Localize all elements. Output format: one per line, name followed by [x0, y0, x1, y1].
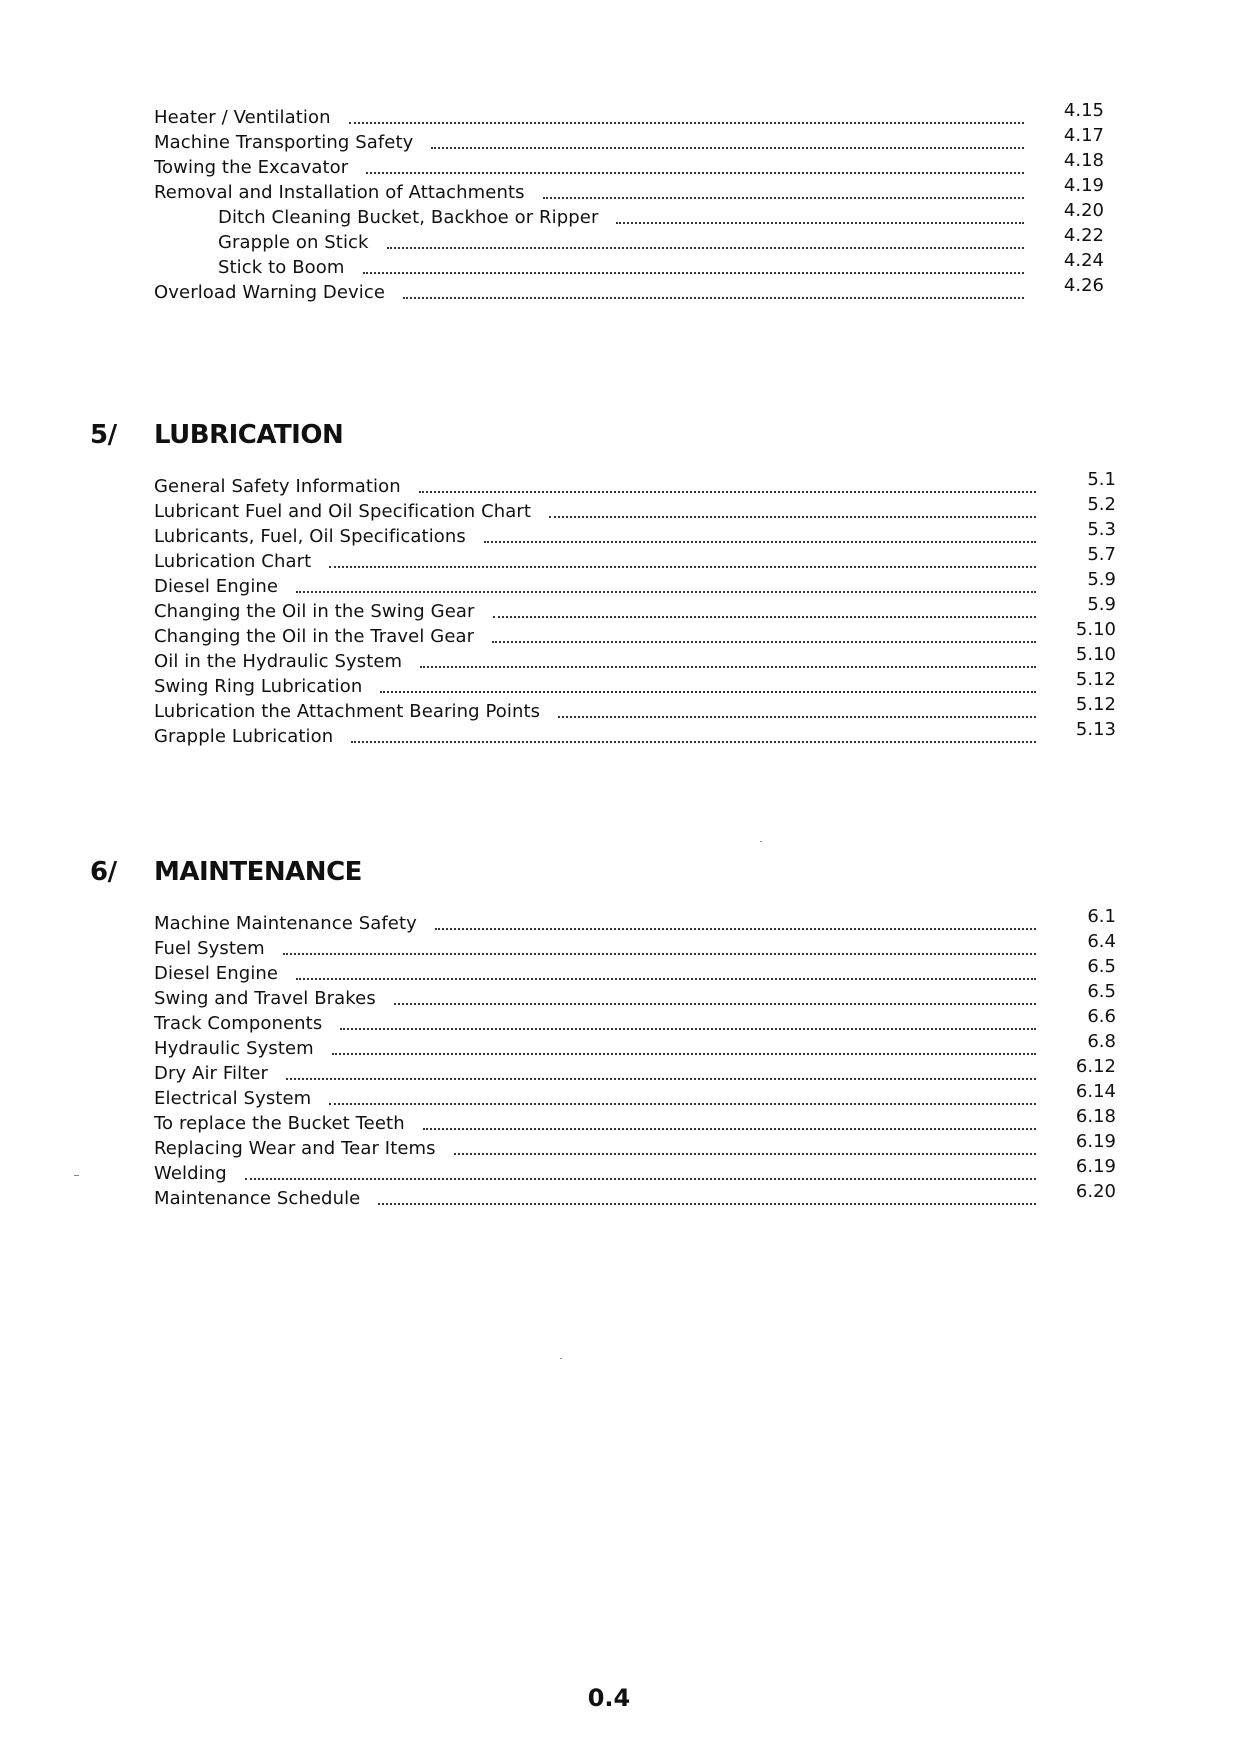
toc-entry: [154, 494, 1116, 523]
dot-leader: [558, 714, 1036, 718]
toc-entry-page: 5.10: [1075, 619, 1116, 640]
toc-entry-page: 6.8: [1087, 1031, 1116, 1052]
dot-leader: [351, 739, 1036, 743]
dot-leader: [363, 270, 1024, 274]
toc-entry-label: Machine Transporting Safety: [154, 132, 414, 153]
toc-entry: [154, 956, 1116, 985]
toc-maintenance-section: [154, 906, 1116, 1210]
toc-entry: [154, 175, 1104, 204]
toc-entry-page: 5.2: [1087, 494, 1116, 515]
toc-entry-label: Ditch Cleaning Bucket, Backhoe or Ripper: [218, 207, 599, 228]
dot-leader: [616, 220, 1024, 224]
section-number: 6/: [90, 857, 117, 887]
scan-speck: [760, 841, 762, 842]
toc-entry: [154, 931, 1116, 960]
dot-leader: [245, 1176, 1036, 1180]
section-title: LUBRICATION: [154, 420, 344, 450]
toc-entry-page: 6.5: [1087, 981, 1116, 1002]
toc-lubrication-section: [154, 469, 1116, 748]
toc-entry-label: Dry Air Filter: [154, 1063, 269, 1084]
toc-entry-page: 5.12: [1075, 694, 1116, 715]
dot-leader: [423, 1126, 1036, 1130]
toc-entry-page: 6.5: [1087, 956, 1116, 977]
toc-entry-page: 5.13: [1075, 719, 1116, 740]
dot-leader: [366, 170, 1024, 174]
toc-entry: [154, 100, 1104, 129]
dot-leader: [420, 664, 1036, 668]
dot-leader: [332, 1051, 1036, 1055]
section-title: MAINTENANCE: [154, 857, 362, 887]
toc-entry-page: 6.12: [1075, 1056, 1116, 1077]
toc-entry-label: Hydraulic System: [154, 1038, 314, 1059]
toc-entry-page: 4.19: [1063, 175, 1104, 196]
toc-entry-label: Overload Warning Device: [154, 282, 386, 303]
dot-leader: [492, 639, 1036, 643]
toc-entry: [154, 1031, 1116, 1060]
dot-leader: [435, 926, 1036, 930]
toc-entry-label: Maintenance Schedule: [154, 1188, 361, 1209]
toc-entry-page: 4.26: [1063, 275, 1104, 296]
toc-entry: [154, 1106, 1116, 1135]
toc-entry-label: General Safety Information: [154, 476, 401, 497]
toc-entry-label: Fuel System: [154, 938, 265, 959]
dot-leader: [431, 145, 1024, 149]
dot-leader: [543, 195, 1024, 199]
toc-entry: [154, 519, 1116, 548]
dot-leader: [296, 976, 1036, 980]
dot-leader: [380, 689, 1036, 693]
toc-entry: [154, 619, 1116, 648]
toc-entry-page: 6.1: [1087, 906, 1116, 927]
dot-leader: [403, 295, 1024, 299]
scan-speck: [74, 1175, 79, 1176]
scan-speck: [560, 1358, 562, 1359]
toc-entry-label: Heater / Ventilation: [154, 107, 331, 128]
toc-entry: [154, 275, 1104, 304]
dot-leader: [454, 1151, 1036, 1155]
toc-entry: [154, 1056, 1116, 1085]
toc-entry: [154, 1156, 1116, 1185]
dot-leader: [340, 1026, 1036, 1030]
dot-leader: [484, 539, 1036, 543]
toc-entry-label: Electrical System: [154, 1088, 312, 1109]
toc-entry-label: Lubrication Chart: [154, 551, 312, 572]
dot-leader: [286, 1076, 1036, 1080]
dot-leader: [493, 614, 1036, 618]
toc-entry: [154, 569, 1116, 598]
section-number: 5/: [90, 420, 117, 450]
toc-entry-page: 5.9: [1087, 569, 1116, 590]
toc-subentry: [154, 200, 1104, 229]
dot-leader: [296, 589, 1036, 593]
toc-entry-page: 4.15: [1063, 100, 1104, 121]
toc-entry-label: Welding: [154, 1163, 227, 1184]
toc-entry-page: 4.17: [1063, 125, 1104, 146]
toc-entry-page: 4.18: [1063, 150, 1104, 171]
toc-entry: [154, 1081, 1116, 1110]
toc-entry-label: Lubrication the Attachment Bearing Points: [154, 701, 541, 722]
dot-leader: [419, 489, 1036, 493]
toc-entry-page: 4.20: [1063, 200, 1104, 221]
toc-entry-page: 6.20: [1075, 1181, 1116, 1202]
toc-entry-page: 6.6: [1087, 1006, 1116, 1027]
toc-entry-label: Swing and Travel Brakes: [154, 988, 376, 1009]
toc-continued-section: [154, 100, 1104, 304]
toc-entry-label: Diesel Engine: [154, 963, 279, 984]
dot-leader: [329, 1101, 1036, 1105]
toc-entry-label: Changing the Oil in the Travel Gear: [154, 626, 475, 647]
toc-entry-label: Grapple on Stick: [218, 232, 369, 253]
toc-entry-page: 5.12: [1075, 669, 1116, 690]
dot-leader: [394, 1001, 1036, 1005]
toc-entry: [154, 906, 1116, 935]
toc-entry-page: 5.9: [1087, 594, 1116, 615]
section-heading-maintenance: [90, 857, 362, 887]
section-heading-lubrication: [90, 420, 343, 450]
toc-entry-page: 5.3: [1087, 519, 1116, 540]
toc-entry: [154, 125, 1104, 154]
page-number: 0.4: [587, 1684, 631, 1712]
toc-entry-label: Lubricant Fuel and Oil Specification Chart: [154, 501, 532, 522]
toc-entry: [154, 544, 1116, 573]
toc-entry-page: 4.22: [1063, 225, 1104, 246]
toc-entry-page: 5.7: [1087, 544, 1116, 565]
toc-entry-page: 6.4: [1087, 931, 1116, 952]
toc-entry-page: 6.19: [1075, 1156, 1116, 1177]
toc-entry: [154, 981, 1116, 1010]
toc-entry-label: Oil in the Hydraulic System: [154, 651, 403, 672]
toc-entry: [154, 1181, 1116, 1210]
toc-entry-label: Grapple Lubrication: [154, 726, 334, 747]
toc-entry-label: Lubricants, Fuel, Oil Specifications: [154, 526, 466, 547]
dot-leader: [283, 951, 1036, 955]
toc-entry-label: Swing Ring Lubrication: [154, 676, 363, 697]
toc-entry-label: Track Components: [154, 1013, 323, 1034]
toc-entry-label: Towing the Excavator: [154, 157, 349, 178]
toc-entry-page: 4.24: [1063, 250, 1104, 271]
toc-entry: [154, 669, 1116, 698]
toc-entry: [154, 694, 1116, 723]
dot-leader: [329, 564, 1036, 568]
toc-entry: [154, 1131, 1116, 1160]
toc-entry-label: Changing the Oil in the Swing Gear: [154, 601, 475, 622]
toc-entry: [154, 469, 1116, 498]
dot-leader: [387, 245, 1024, 249]
dot-leader: [549, 514, 1036, 518]
toc-entry-label: Replacing Wear and Tear Items: [154, 1138, 436, 1159]
toc-entry: [154, 150, 1104, 179]
dot-leader: [349, 120, 1024, 124]
toc-entry-page: 6.18: [1075, 1106, 1116, 1127]
toc-entry-label: Stick to Boom: [218, 257, 345, 278]
toc-entry: [154, 594, 1116, 623]
toc-entry-page: 5.10: [1075, 644, 1116, 665]
toc-entry-label: Machine Maintenance Safety: [154, 913, 417, 934]
toc-entry: [154, 644, 1116, 673]
toc-entry-label: Diesel Engine: [154, 576, 279, 597]
toc-entry-page: 6.14: [1075, 1081, 1116, 1102]
toc-entry: [154, 719, 1116, 748]
toc-entry-page: 5.1: [1087, 469, 1116, 490]
toc-subentry: [154, 225, 1104, 254]
toc-entry-label: Removal and Installation of Attachments: [154, 182, 525, 203]
dot-leader: [378, 1201, 1036, 1205]
toc-entry-page: 6.19: [1075, 1131, 1116, 1152]
toc-entry: [154, 1006, 1116, 1035]
toc-entry-label: To replace the Bucket Teeth: [154, 1113, 405, 1134]
toc-subentry: [154, 250, 1104, 279]
